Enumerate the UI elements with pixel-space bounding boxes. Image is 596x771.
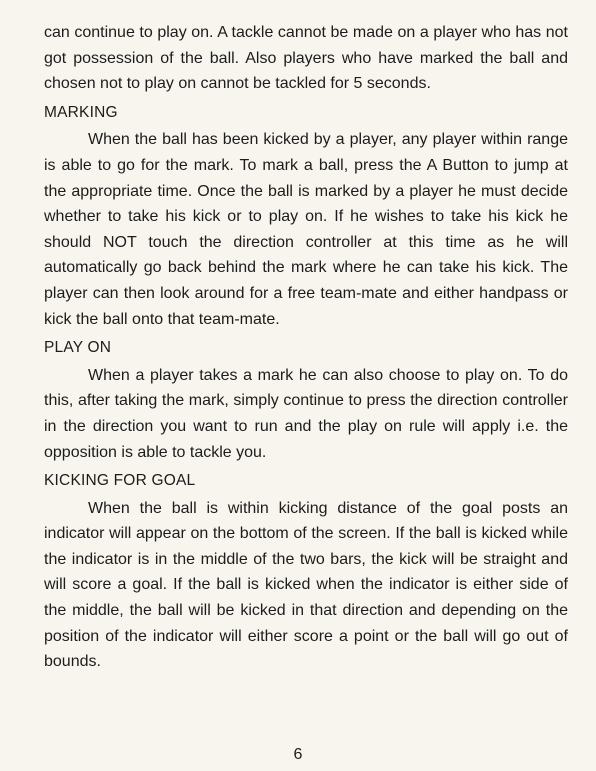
section-heading-kicking-for-goal: KICKING FOR GOAL bbox=[44, 472, 196, 490]
section-heading-marking: MARKING bbox=[44, 103, 118, 121]
page-number: 6 bbox=[293, 746, 303, 763]
section-kicking-for-goal bbox=[44, 468, 568, 675]
section-body-play-on: When a player takes a mark he can also choose to play on. To do this, after taking the mark, simply continue to press the direction controller in the direction you want to run and the play on rule will apply i.e. the opposition is able to tackle you. bbox=[44, 366, 568, 461]
intro-paragraph: can continue to play on. A tackle cannot be made on a player who has not got possession of the ball. Also players who have marked the ball and chosen not to play on cannot be tackled for 5 seconds. bbox=[44, 24, 568, 93]
page-content bbox=[44, 20, 568, 675]
section-body-kicking-for-goal: When the ball is within kicking distance of the goal posts an indicator will appear on the bottom of the screen. If the ball is kicked while the indicator is in the middle of the two bars, the kick will be straight and will score a goal. If the ball is kicked when the indicator is either side of the middle, the ball will be kicked in that direction and depending on the position of the indicator will either score a point or the ball will go out of bounds. bbox=[44, 499, 568, 671]
section-marking bbox=[44, 100, 568, 332]
section-play-on bbox=[44, 335, 568, 465]
section-body-marking: When the ball has been kicked by a player, any player within range is able to go for the mark. To mark a ball, press the A Button to jump at the appropriate time. Once the ball is marked by a player he must decide whether to take his kick or to play on. If he wishes to take his kick he should NOT touch the direction controller at this time as he will automatically go back behind the mark where he can take his kick. The player can then look around for a free team-mate and either handpass or kick the ball onto that team-mate. bbox=[44, 131, 568, 328]
section-heading-play-on: PLAY ON bbox=[44, 339, 112, 357]
